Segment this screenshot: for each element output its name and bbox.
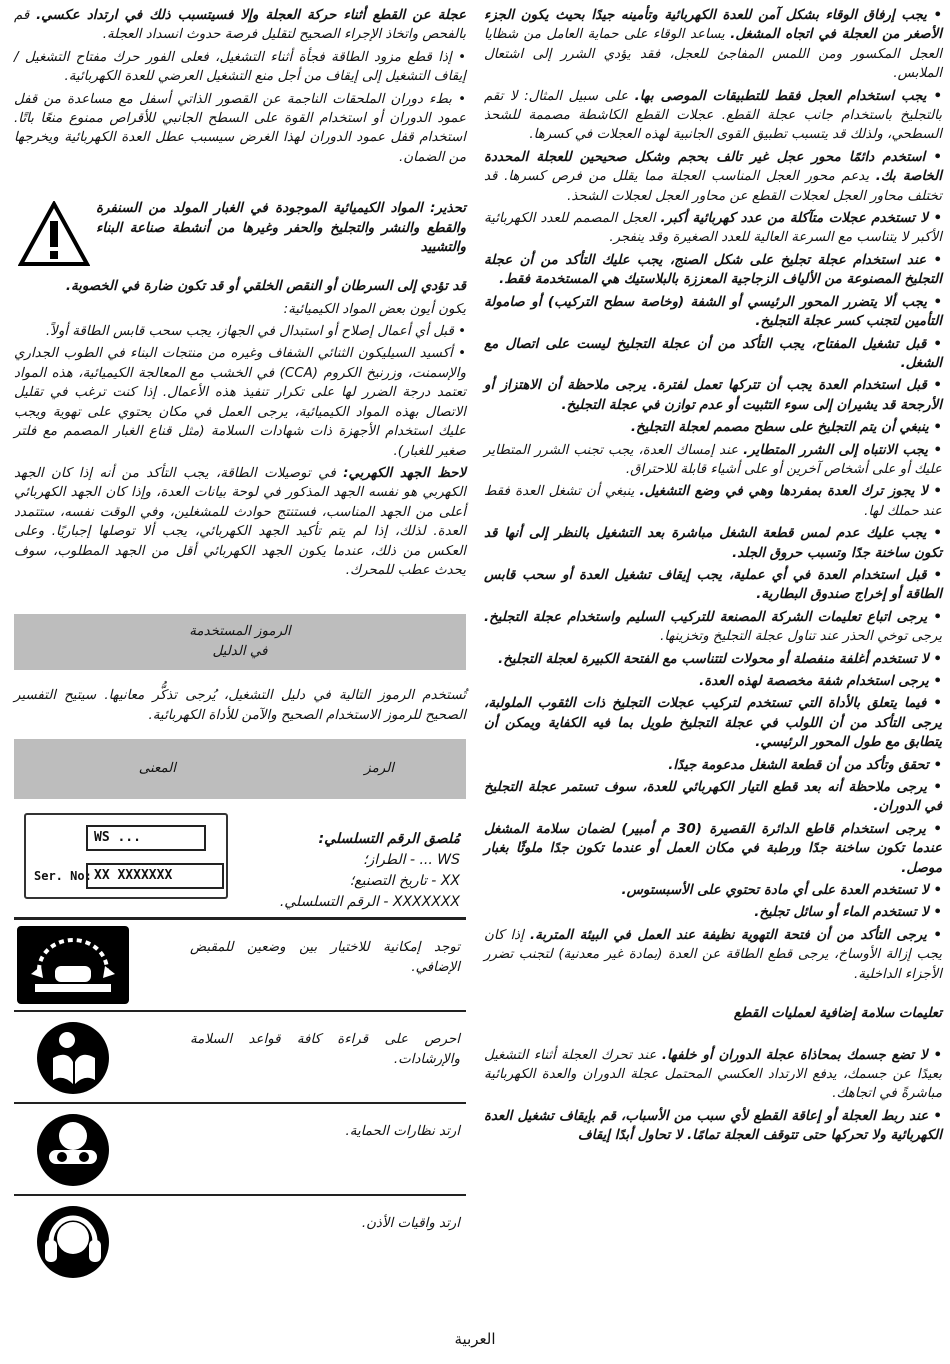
warning-cont: قد تؤدي إلى السرطان أو النقص الخلقي أو قد تكون ضارة في الخصوبة. [65, 279, 466, 295]
symbol-meaning: احرص على قراءة كافة قواعد السلامة والإرشادات. [190, 1032, 460, 1067]
instruction-bold: • ينبغي أن يتم التجليخ على سطح مصمم لعجلة التجليخ. [630, 420, 942, 436]
instruction-paragraph [484, 6, 942, 84]
instruction-paragraph [484, 566, 942, 605]
instruction-paragraph [484, 293, 942, 332]
voltage-label: لاحظ الجهد الكهربي: [343, 465, 466, 481]
instruction-bold: • يرجى اتباع تعليمات الشركة المصنعة للتركيب السليم واستخدام عجلة التجليخ. [484, 609, 942, 625]
serial-line: XXXXXXX - الرقم التسلسلي. [279, 894, 460, 911]
instruction-bold: • يجب عليك عدم لمس قطعة الشغل مباشرة بعد التشغيل بالنظر إلى أنها قد تكون ساخنة جدًا وتسبب حروق الجلد. [484, 526, 942, 561]
instruction-paragraph [484, 778, 942, 817]
serial-line: XX - تاريخ التصنيع؛ [349, 873, 460, 890]
instruction-paragraph [484, 251, 942, 290]
instruction-bold: • قبل تشغيل المفتاح، يجب التأكد من أن عجلة التجليخ ليست على اتصال مع الشغل. [484, 336, 942, 371]
instruction-bold: • لا يجوز ترك العدة بمفردها وهي في وضع التشغيل. [639, 484, 942, 500]
symbol-row [14, 1104, 466, 1196]
instruction-text: على سبيل المثال: لا تقم بالتجليخ باستخدام جانب عجلة القطع. عجلات القطع الكاشطة مصممة للشحذ السطحي، ولذلك قد يتسبب تطبيق القوى الجانبية لهذه العجلات في كسرها. [484, 88, 942, 143]
instruction-bold: • يجب ألا يتضرر المحور الرئيسي أو الشفة (وخاصة سطح التركيب) أو صامولة التأمين لتجنب كسر عجلة التجليخ. [484, 294, 942, 330]
instruction-bold: • لا تستخدم الماء أو سائل تجليخ. [754, 905, 942, 921]
instruction-bold: • فيما يتعلق بالأداة التي تستخدم لتركيب عجلات التجليخ ذات الثقوب الملولبة، يرجى التأكد من أن اللولب في عجلة التجليخ طويل بما فيه الكفاية ويمكن أن يتطابق مع طول المحور الرئيسي. [484, 696, 942, 751]
serial-title: مُلصق الرقم التسلسلي: [318, 831, 460, 848]
warning-triangle-icon [18, 201, 90, 267]
instruction-paragraph [484, 694, 942, 752]
symbols-table-header [14, 739, 466, 799]
instruction-paragraph [484, 335, 942, 374]
instruction-paragraph [484, 756, 942, 775]
symbols-band-line1: الرموز المستخدمة [189, 624, 291, 640]
serial-plate [24, 813, 228, 899]
instruction-text: • بطء دوران الملحقات الناجمة عن القصور الذاتي أسفل مع مساعدة من قفل عمود الدوران أو استخدام القوة على السطح الجانبي للأقراص ممنوع منعًا باتًا. استخدام قفل عمود الدوران لهذا الغرض سيسبب عطل العدة الكهربائية ويخرجها من الضمان. [14, 91, 466, 165]
symbol-meaning: توجد إمكانية للاختيار بين وضعين للمقبض الإضافي. [190, 940, 460, 975]
instruction-bold: • لا تستخدم عجلات متآكلة من عدد كهربائية أكبر. [660, 211, 943, 227]
instruction-bold: • قبل استخدام العدة يجب أن تتركها تعمل لفترة. يرجى ملاحظة أن الاهتزاز أو الأرجحة قد يشيران إلى سوء التثبيت أو عدم توازن في عجلة التجليخ. [484, 378, 942, 413]
instruction-text: عند تحرك العجلة أثناء التشغيل بعيدًا عن جسمك، يدفع الارتداد العكسي المحتمل عجلة الدوران والعدة الكهربائية مباشرةً في اتجاهك. [484, 1047, 942, 1102]
instruction-bold: • عند استخدام عجلة تجليخ على شكل الصنج، يجب عليك التأكد من أن عجلة التجليخ المصنوعة من الألياف الزجاجية المعززة بالبلاستيك هي المستخدمة فقط. [484, 252, 942, 288]
warning-intro: يكون أيون بعض المواد الكيميائية: [283, 301, 466, 317]
instruction-bold: • عند ربط العجلة أو إعاقة القطع لأي سبب من الأسباب، قم بإيقاف تشغيل العدة الكهربائية ولا تحركها حتى تتوقف العجلة تمامًا. لا تحاول أبدًا إيقاف [484, 1108, 942, 1144]
instruction-paragraph [484, 441, 942, 480]
instruction-bold: • لا تضع جسمك بمحاذاة عجلة الدوران أو خلفها. [661, 1047, 943, 1063]
instruction-paragraph [484, 820, 942, 878]
voltage-text: في توصيلات الطاقة، يجب التأكد من أنه إذا كان الجهد الكهربي هو نفسه الجهد المذكور في لوحة بيانات العدة، وإذا كان الجهد الكهربائي أعلى من الجهد المناسب، فستنتج حوادث للمشغلين، وفي الوقت نفسه، ستتمدد العدة. لذلك، إذا لم يتم تأكيد الجهد الكهربائي، يجب ألا توصلها إجباريًا. وعلى العكس من ذلك، عندما يكون الجهد الكهربائي أقل من الجهد المطلوب، سوف يحدث عطب للمحرك. [14, 465, 466, 578]
instruction-bold: • يرجى استخدام قاطع الدائرة القصيرة (30 م أمبير) لضمان سلامة المشغل عندما تكون ساخنة جدًا ورطبة في مكان العمل أو عندما تكون جدًا ملوثًا بغبار موصل. [484, 821, 942, 876]
symbol-row [14, 920, 466, 1012]
instruction-paragraph [484, 1107, 942, 1146]
instruction-paragraph [484, 672, 942, 691]
instruction-paragraph [14, 6, 466, 45]
symbols-band-line2: في الدليل [212, 644, 268, 660]
instruction-paragraph [484, 881, 942, 900]
serial-row [14, 799, 466, 920]
instruction-bold: • لا تستخدم العدة على أي مادة تحتوي على الأسبستوس. [621, 883, 942, 899]
instruction-bold: • يرجى ملاحظة أنه بعد قطع التيار الكهربائي للعدة، سوف تستمر عجلة التجليخ في الدوران. [484, 780, 942, 815]
instruction-text: العجل المصمم للعدد الكهربائية الأكبر لا يتناسب مع السرعة العالية للعدد الصغيرة وقد ينفجر. [484, 211, 942, 246]
instruction-paragraph [484, 482, 942, 521]
instruction-paragraph [484, 903, 942, 922]
cutting-section-title: تعليمات سلامة إضافية لعمليات القطع [733, 1006, 942, 1022]
header-symbol: الرمز [364, 761, 394, 777]
instruction-paragraph [484, 608, 942, 647]
instruction-paragraph [484, 376, 942, 415]
instruction-bold: • لا تستخدم أغلفة منفصلة أو محولات لتتناسب مع الفتحة الكبيرة لعجلة التجليخ. [498, 651, 942, 667]
right-column [484, 6, 942, 1149]
header-meaning: المعنى [138, 761, 176, 777]
instruction-text: قم بالفحص واتخاذ الإجراء الصحيح لتقليل فرصة حدوث انسداد العجلة. [14, 8, 466, 43]
symbol-meaning: ارتد نظارات الحماية. [345, 1124, 460, 1140]
instruction-paragraph [484, 418, 942, 437]
symbol-row [14, 1196, 466, 1286]
instruction-paragraph [484, 209, 942, 248]
instruction-paragraph [14, 48, 466, 87]
safety-goggles-icon [17, 1110, 129, 1188]
instruction-bold: • قبل استخدام العدة في أي عملية، يجب إيقاف تشغيل العدة أو سحب قابس الطاقة أو إخراج صندوق البطارية. [484, 567, 942, 603]
warning-item: • أكسيد السيليكون الثنائي الشفاف وغيره من منتجات البناء في الطوب الجداري والإسمنت، وزرنيخ الكروم (CCA) في الخشب مع المعالجة الكيميائية، هذه المواد تعتمد درجة الضرر لها على تكرار تنفيذ هذه الأعمال. إذا كنت ترغب في تقليل الاتصال بهذه المواد الكيميائية، يرجى العمل في مكان يحتوي على تهوية ويجب عليك استخدام الأجهزة ذات شهادات السلامة (مثل قناع الغبار المصمم مع فلتر صغير للغبار). [14, 346, 466, 459]
serial-line: WS ... - الطراز؛ [363, 852, 460, 869]
instruction-text: • إذا قطع مزود الطاقة فجأة أثناء التشغيل، فعلى الفور حرك مفتاح التشغيل / إيقاف التشغيل إلى إيقاف من أجل منع التشغيل العرضي للعدة الكهربائية. [14, 49, 466, 85]
instruction-paragraph [14, 90, 466, 168]
read-manual-icon [17, 1018, 129, 1096]
ear-protection-icon [17, 1202, 129, 1280]
instruction-bold: • يجب الانتباه إلى الشرر المتطاير. [743, 442, 943, 458]
instruction-text: يدعم محور العجل المناسب العجلة مما يقلل من فرص كسرها. قد تختلف محاور العجل لعجلات القطع عن محاور العجل لعجلات الشحذ. [484, 169, 942, 204]
instruction-paragraph [484, 148, 942, 206]
warning-title: تحذير: المواد الكيميائية الموجودة في الغبار المولد من السنفرة والقطع والنشر والتجليخ والحفر وغيرها من أنشطة صناعة البناء والتشييد [96, 201, 466, 256]
plate-ser-value: XX XXXXXXX [86, 863, 224, 889]
instruction-bold: • استخدم دائمًا محور عجل غير تالف بحجم وشكل صحيحين للعجلة المحددة الخاصة بك. [484, 149, 942, 185]
symbol-row [14, 1012, 466, 1104]
instruction-bold: • يرجى التأكد من أن فتحة التهوية نظيفة عند العمل في البيئة المتربة. [530, 927, 942, 943]
instruction-bold: • يجب استخدام العجل فقط للتطبيقات الموصى بها. [634, 88, 942, 104]
instruction-paragraph [484, 926, 942, 984]
warning-block [14, 199, 466, 580]
instruction-paragraph [484, 1046, 942, 1104]
instruction-text: يساعد الوقاء على حماية العامل من شظايا العجل المكسور ومن اللمس المفاجئ للعجل، فقد يؤدي الشرر إلى اشتعال الملابس. [484, 27, 942, 82]
adjustable-handle-icon [17, 926, 129, 1004]
symbol-meaning: ارتد واقيات الأذن. [361, 1216, 460, 1232]
instruction-paragraph [484, 87, 942, 145]
symbols-intro: تُستخدم الرموز التالية في دليل التشغيل، يُرجى تذكُّر معانيها. سيتيح التفسير الصحيح للرموز الاستخدام الصحيح والآمن للأداة الكهربائية. [14, 688, 466, 723]
instruction-bold: • تحقق وتأكد من أن قطعة الشغل مدعومة جيدًا. [668, 757, 942, 773]
warning-item: • قبل أي أعمال إصلاح أو استبدال في الجهاز، يجب سحب قابس الطاقة أولاً. [45, 324, 466, 340]
plate-ws: WS ... [86, 825, 206, 851]
instruction-text: إذا كان يجب إزالة الأوساخ، يرجى قطع الطاقة عن العدة (بمادة غير معدنية) لتجنب تضرر الأجزاء الداخلية. [484, 927, 942, 982]
instruction-paragraph [484, 650, 942, 669]
serial-text [240, 829, 460, 913]
instruction-paragraph [484, 524, 942, 563]
instruction-bold: • يجب إرفاق الوقاء بشكل آمن للعدة الكهربائية وتأمينه جيدًا بحيث يكون الجزء الأصغر من العجلة في اتجاه المشغل. [484, 8, 942, 43]
symbols-band [14, 614, 466, 670]
instruction-text: ينبغي أن تشغل العدة فقط عند حملك لها. [484, 484, 942, 519]
plate-ser-label: Ser. No: [34, 869, 92, 884]
instruction-text: يرجى توخي الحذر عند تناول عجلة التجليخ وتخزينها. [660, 629, 942, 645]
instruction-text: عند إمساك العدة، يجب تجنب الشرر المتطاير عليك أو على أشخاص آخرين أو على أشياء قابلة للاحتراق. [484, 442, 942, 477]
page-footer-language: العربية [454, 1330, 496, 1348]
left-column [14, 6, 466, 1286]
instruction-bold: • يرجى استخدام شفة مخصصة لهذه العدة. [699, 674, 942, 689]
instruction-bold: عجلة عن القطع أثناء حركة العجلة وإلا فسيتسبب ذلك في ارتداد عكسي. [36, 8, 466, 23]
left-top-text [14, 6, 466, 167]
